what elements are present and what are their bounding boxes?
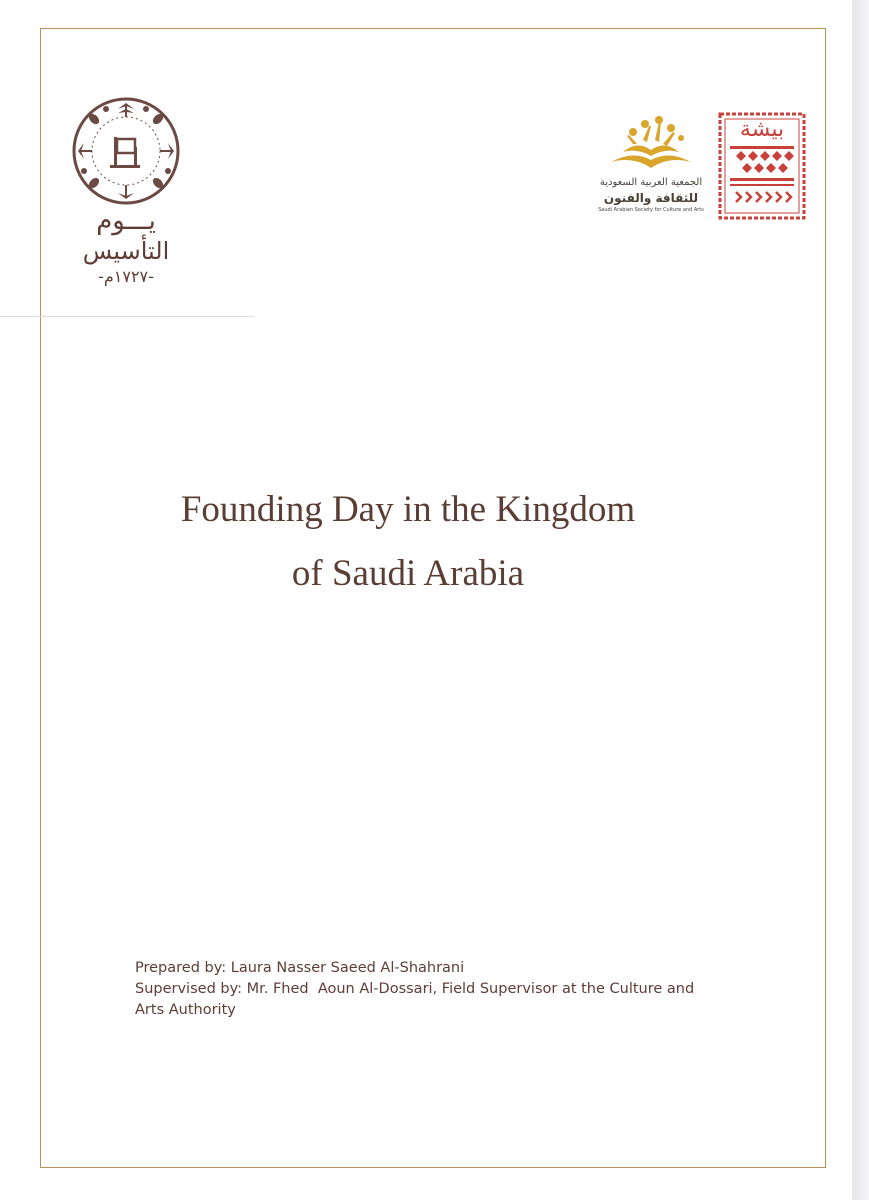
divider-line xyxy=(0,316,254,317)
title-line2: of Saudi Arabia xyxy=(291,553,525,594)
founding-day-line2: التأسيس xyxy=(82,237,170,265)
society-emblem-icon xyxy=(603,110,699,174)
bisha-logo xyxy=(718,112,806,220)
society-name-english: Saudi Arabian Society for Culture and Arts xyxy=(598,207,704,213)
prepared-by-text: Prepared by: Laura Nasser Saeed Al-Shahrani xyxy=(135,960,465,976)
credits-block xyxy=(135,958,735,1021)
title-line1: Founding Day in the Kingdom xyxy=(180,489,636,530)
society-culture-arts-logo xyxy=(588,110,714,232)
founding-day-wordmark xyxy=(62,206,190,288)
founding-day-seal-icon xyxy=(70,95,182,207)
founding-day-line1: يـــوم xyxy=(96,206,156,236)
document-title xyxy=(100,478,716,606)
supervised-by-text-line2: Arts Authority xyxy=(135,1002,236,1018)
supervised-by-text-line1: Supervised by: Mr. Fhed Aoun Al-Dossari, Field Supervisor at the Culture and xyxy=(135,981,695,997)
founding-day-year: -١٧٢٧م- xyxy=(98,267,154,286)
page-edge-shadow xyxy=(852,0,869,1200)
bisha-name-arabic: بيشة xyxy=(739,117,785,142)
society-name-arabic-line2: للثقافة والفنون xyxy=(603,191,699,205)
society-name-arabic-line1: الجمعية العربية السعودية xyxy=(599,177,703,188)
